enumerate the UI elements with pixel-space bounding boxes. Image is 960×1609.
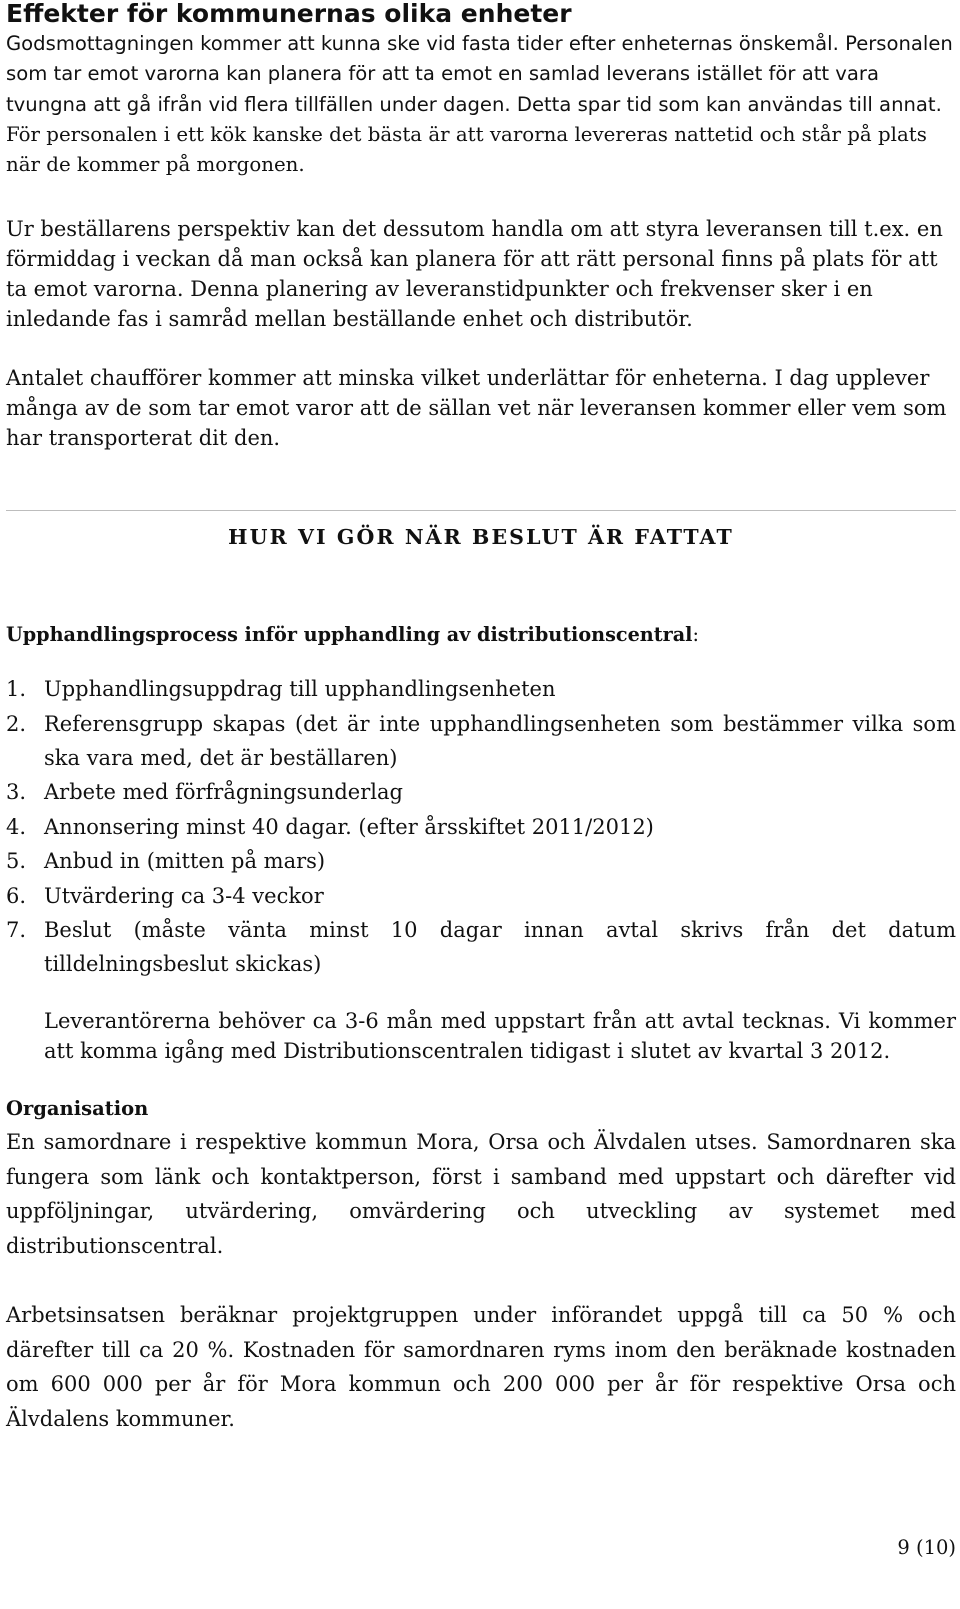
effekter-paragraph-1-sans: Godsmottagningen kommer att kunna ske vid fasta tider efter enheternas önskemål. Personalen som tar emot varorna kan planera för att ta emot en samlad leverans istället för att vara tvungna att gå ifrån vid flera tillfällen under dagen. Detta spar tid som kan användas till annat. bbox=[6, 32, 953, 116]
organisation-paragraph-1: En samordnare i respektive kommun Mora, Orsa och Älvdalen utses. Samordnaren ska fungera som länk och kontaktperson, först i samband med uppstart och därefter vid uppföljningar, utvärdering, omvärdering och utveckling av systemet med distributionscentral. bbox=[6, 1130, 956, 1258]
list-item-text: Utvärdering ca 3-4 veckor bbox=[44, 883, 324, 908]
list-item-number: 2. bbox=[6, 711, 27, 736]
process-heading-text: Upphandlingsprocess inför upphandling av distributionscentral bbox=[6, 623, 693, 646]
list-item-number: 3. bbox=[6, 780, 27, 804]
list-item-text: Anbud in (mitten på mars) bbox=[44, 849, 326, 873]
list-item bbox=[6, 913, 956, 981]
organisation-heading: Organisation bbox=[6, 1097, 149, 1120]
list-item-number: 4. bbox=[6, 814, 27, 839]
list-item-text: Annonsering minst 40 dagar. (efter årsskiftet 2011/2012) bbox=[44, 814, 654, 839]
leverantor-note: Leverantörerna behöver ca 3-6 mån med uppstart från att avtal tecknas. Vi kommer att komma igång med Distributionscentralen tidigast i slutet av kvartal 3 2012. bbox=[44, 1009, 956, 1063]
list-item-text: Arbete med förfrågningsunderlag bbox=[44, 780, 403, 804]
list-item-number: 7. bbox=[6, 918, 27, 942]
list-item bbox=[6, 810, 956, 844]
list-item-number: 5. bbox=[6, 849, 27, 873]
list-item bbox=[6, 844, 956, 878]
list-item bbox=[6, 707, 956, 775]
list-item bbox=[6, 672, 956, 706]
list-item bbox=[6, 879, 956, 913]
page-number: 9 (10) bbox=[897, 1536, 956, 1559]
process-list bbox=[6, 672, 956, 982]
section-heading: HUR VI GÖR NÄR BESLUT ÄR FATTAT bbox=[228, 525, 734, 549]
effekter-paragraph-1-serif: För personalen i ett kök kanske det bästa är att varorna levereras nattetid och står på plats när de kommer på morgonen. bbox=[6, 122, 927, 177]
list-item bbox=[6, 775, 956, 809]
list-item-number: 6. bbox=[6, 883, 27, 908]
list-item-text: Upphandlingsuppdrag till upphandlingsenheten bbox=[44, 677, 556, 701]
list-item-number: 1. bbox=[6, 677, 27, 701]
list-item-text: Beslut (måste vänta minst 10 dagar innan avtal skrivs från det datum tilldelningsbeslut skickas) bbox=[44, 918, 956, 976]
process-heading bbox=[6, 622, 956, 648]
organisation-paragraph-2: Arbetsinsatsen beräknar projektgruppen under införandet uppgå till ca 50 % och därefter till ca 20 %. Kostnaden för samordnaren ryms inom den beräknade kostnaden om 600 000 per år för Mora kommun och 200 000 per år för respektive Orsa och Älvdalens kommuner. bbox=[6, 1303, 956, 1431]
section-divider bbox=[6, 510, 956, 511]
effekter-paragraph-1 bbox=[6, 29, 956, 180]
process-heading-suffix: : bbox=[692, 623, 699, 646]
effekter-paragraph-2: Ur beställarens perspektiv kan det dessutom handla om att styra leveransen till t.ex. en förmiddag i veckan då man också kan planera för att rätt personal finns på plats för att ta emot varorna. Denna planering av leveranstidpunkter och frekvenser sker i en inledande fas i samråd mellan beställande enhet och distributör. bbox=[6, 217, 943, 331]
effekter-paragraph-3: Antalet chaufförer kommer att minska vilket underlättar för enheterna. I dag upplever många av de som tar emot varor att de sällan vet när leveransen kommer eller vem som har transporterat dit den. bbox=[6, 366, 947, 450]
effekter-heading: Effekter för kommunernas olika enheter bbox=[6, 0, 572, 28]
list-item-text: Referensgrupp skapas (det är inte upphandlingsenheten som bestämmer vilka som ska vara med, det är beställaren) bbox=[44, 711, 956, 770]
